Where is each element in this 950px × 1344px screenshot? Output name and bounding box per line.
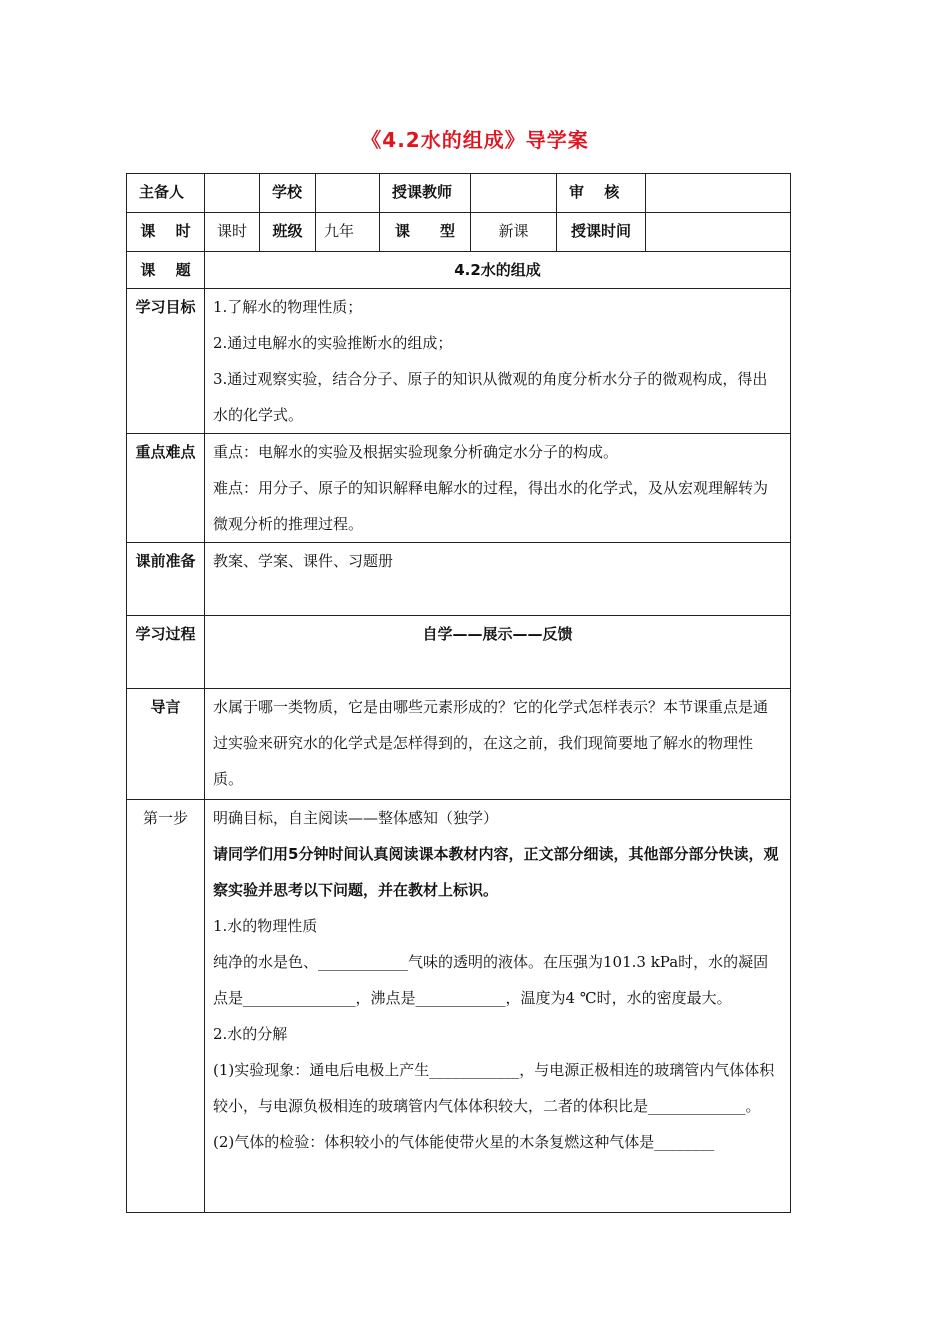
class-value: 九年: [316, 213, 380, 252]
page-title: 《4.2水的组成》导学案: [361, 128, 589, 152]
keypoint-item: 难点：用分子、原子的知识解释电解水的过程，得出水的化学式，及从宏观理解转为微观分析的推理过程。: [213, 479, 769, 533]
step1-instruction: 请同学们用5分钟时间认真阅读课本教材内容，正文部分细读，其他部分部分快读，观察实验并思考以下问题，并在教材上标识。: [213, 845, 779, 899]
step1-heading: 明确目标，自主阅读——整体感知（独学）: [213, 809, 499, 827]
step1-content: [205, 800, 791, 1213]
process-value: 自学——展示——反馈: [205, 616, 791, 689]
time-label: 授课时间: [557, 213, 646, 252]
author-label: 主备人: [127, 174, 205, 213]
lesson-plan-table: [126, 173, 791, 1213]
topic-row: [127, 252, 791, 289]
author-value: [205, 174, 260, 213]
preparation-row: [127, 543, 791, 616]
step1-row: [127, 800, 791, 1213]
keypoints-label: 重点难点: [127, 434, 205, 543]
question-2-part-1: (1)实验现象：通电后电极上产生____________，与电源正极相连的玻璃管内气体体积较小，与电源负极相连的玻璃管内气体体积较大，二者的体积比是_____________。: [213, 1061, 775, 1115]
question-1-text: 纯净的水是色、____________气味的透明的液体。在压强为101.3 kPa时，水的凝固点是_______________，沸点是____________，温度为4 ℃时，水的密度最大。: [213, 953, 769, 1007]
school-label: 学校: [260, 174, 316, 213]
keypoints-row: [127, 434, 791, 543]
preparation-label: 课前准备: [127, 543, 205, 616]
topic-label: 课 题: [127, 252, 205, 289]
school-value: [316, 174, 380, 213]
question-1-title: 1.水的物理性质: [213, 917, 318, 935]
type-label: 课 型: [380, 213, 471, 252]
process-row: [127, 616, 791, 689]
period-label: 课 时: [127, 213, 205, 252]
review-value: [646, 174, 791, 213]
objectives-row: [127, 289, 791, 434]
objective-item: 3.通过观察实验，结合分子、原子的知识从微观的角度分析水分子的微观构成，得出水的化学式。: [213, 370, 768, 424]
header-row-2: [127, 213, 791, 252]
topic-value: 4.2水的组成: [205, 252, 791, 289]
type-value: 新课: [471, 213, 557, 252]
review-label: 审 核: [557, 174, 646, 213]
time-value: [646, 213, 791, 252]
intro-label: 导言: [127, 689, 205, 800]
teacher-value: [471, 174, 557, 213]
intro-row: [127, 689, 791, 800]
objectives-content: [205, 289, 791, 434]
intro-value: 水属于哪一类物质，它是由哪些元素形成的？它的化学式怎样表示？本节课重点是通过实验来研究水的化学式是怎样得到的，在这之前，我们现简要地了解水的物理性质。: [205, 689, 791, 800]
objectives-label: 学习目标: [127, 289, 205, 434]
step1-label: 第一步: [127, 800, 205, 1213]
process-label: 学习过程: [127, 616, 205, 689]
objective-item: 1.了解水的物理性质；: [213, 298, 363, 316]
teacher-label: 授课教师: [380, 174, 471, 213]
period-value: 课时: [205, 213, 260, 252]
question-2-title: 2.水的分解: [213, 1025, 288, 1043]
question-2-part-2: (2)气体的检验：体积较小的气体能使带火星的木条复燃这种气体是________: [213, 1133, 715, 1151]
keypoint-item: 重点：电解水的实验及根据实验现象分析确定水分子的构成。: [213, 443, 619, 461]
keypoints-content: [205, 434, 791, 543]
preparation-value: 教案、学案、课件、习题册: [205, 543, 791, 616]
class-label: 班级: [260, 213, 316, 252]
objective-item: 2.通过电解水的实验推断水的组成；: [213, 334, 453, 352]
header-row-1: [127, 174, 791, 213]
